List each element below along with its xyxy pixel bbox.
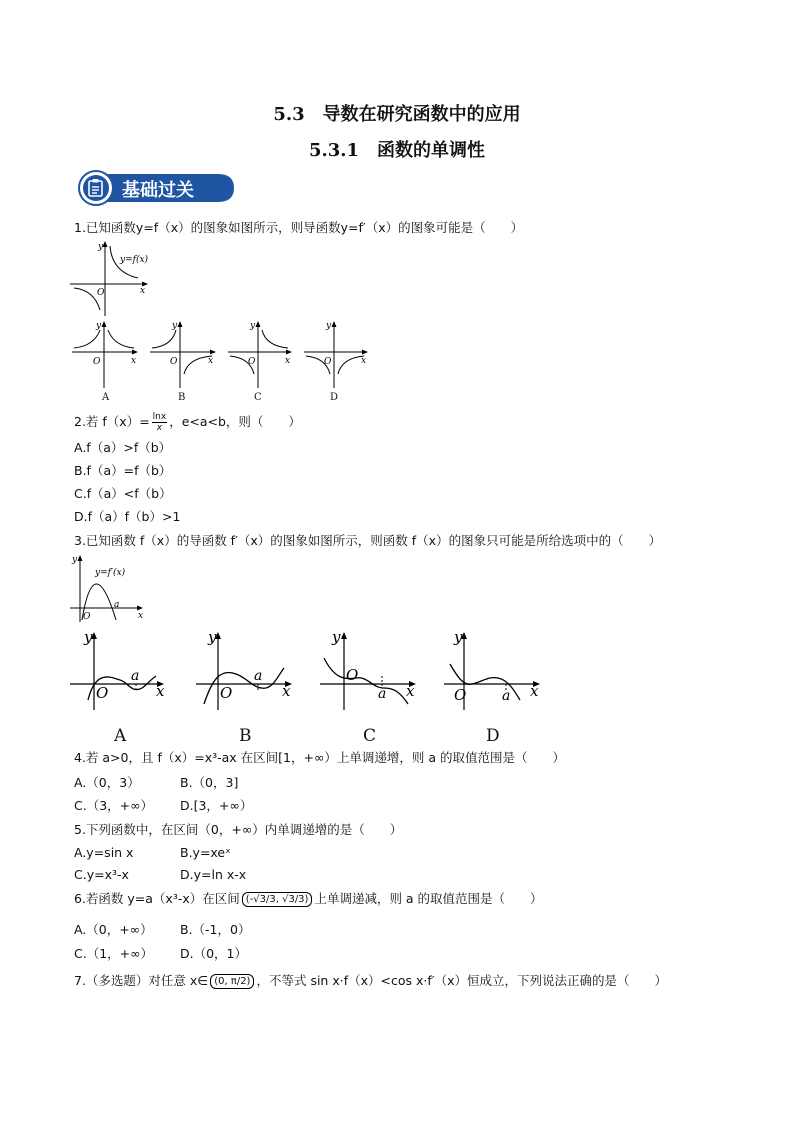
svg-text:a: a — [114, 600, 120, 610]
q7-stem-tail: ，不等式 sin x·f（x）<cos x·f′（x）恒成立，下列说法正确的是（ ） — [256, 973, 667, 988]
q2-fraction — [152, 412, 168, 433]
q2-stem-tail: ，e<a<b，则（ ） — [169, 414, 301, 429]
subsection-title: 5.3.1 函数的单调性 — [308, 140, 486, 161]
question-6-stem — [74, 891, 543, 907]
svg-text:y: y — [208, 628, 217, 646]
svg-text:a: a — [131, 668, 140, 684]
q2-fraction-denominator: x — [156, 423, 163, 433]
svg-text:O: O — [454, 686, 467, 704]
q4-option-a: A.（0，3） — [74, 775, 140, 790]
svg-text:a: a — [254, 668, 263, 684]
q7-stem-text: 7.（多选题）对任意 x∈ — [74, 973, 209, 988]
svg-text:y: y — [250, 321, 256, 331]
svg-text:y: y — [84, 628, 93, 646]
q1-option-b-graph — [150, 321, 216, 388]
q3-option-a-label: A — [114, 726, 127, 746]
svg-text:O: O — [346, 666, 359, 684]
svg-text:x: x — [131, 356, 137, 366]
q1-function-graph — [68, 238, 152, 318]
svg-text:O: O — [324, 357, 332, 367]
question-2-stem — [74, 412, 301, 433]
svg-text:x: x — [138, 611, 144, 621]
svg-text:y: y — [326, 321, 332, 331]
q6-stem-tail: 上单调递减，则 a 的取值范围是（ ） — [314, 891, 543, 906]
clipboard-icon — [86, 178, 106, 198]
svg-text:x: x — [156, 682, 165, 700]
svg-text:O: O — [96, 684, 109, 702]
q4-option-b: B.（0，3] — [180, 775, 239, 790]
q7-interval: (0, π/2) — [210, 974, 254, 989]
svg-text:O: O — [83, 612, 91, 622]
question-1-text: 1.已知函数y=f（x）的图象如图所示，则导函数y=f′（x）的图象可能是（ ） — [74, 220, 524, 235]
q1-option-c-graph — [228, 321, 292, 388]
svg-text:a: a — [502, 688, 511, 704]
q5-option-a: A.y=sin x — [74, 845, 134, 860]
question-3-text: 3.已知函数 f（x）的导函数 f′（x）的图象如图所示，则函数 f（x）的图象只可能是所给选项中的（ ） — [74, 533, 662, 548]
svg-text:y: y — [98, 242, 104, 252]
q3-option-b-label: B — [239, 726, 252, 746]
q3-options-graphs — [68, 628, 548, 720]
q4-option-c: C.（3，+∞） — [74, 798, 154, 813]
svg-text:O: O — [97, 288, 105, 298]
svg-text:x: x — [208, 356, 214, 366]
svg-text:x: x — [140, 286, 146, 296]
q3-option-a-graph — [70, 628, 165, 710]
svg-text:y: y — [332, 628, 341, 646]
question-7-stem — [74, 973, 667, 989]
q1-option-a-label: A — [102, 392, 110, 403]
q2-option-b: B.f（a）=f（b） — [74, 463, 172, 478]
svg-text:y: y — [96, 321, 102, 331]
q3-option-d-label: D — [486, 726, 500, 746]
question-5-text: 5.下列函数中，在区间（0，+∞）内单调递增的是（ ） — [74, 822, 403, 837]
q6-interval: (-√3/3, √3/3) — [242, 892, 313, 907]
q5-option-d: D.y=ln x-x — [180, 867, 247, 882]
q6-option-c: C.（1，+∞） — [74, 946, 154, 961]
q2-option-c: C.f（a）<f（b） — [74, 486, 172, 501]
q1-figure-label: y=f(x) — [120, 255, 149, 265]
svg-text:a: a — [378, 686, 387, 702]
q1-option-c-label: C — [254, 392, 262, 403]
svg-text:x: x — [530, 682, 539, 700]
q1-option-d-graph — [304, 321, 368, 388]
q6-option-b: B.（-1，0） — [180, 922, 251, 937]
q1-option-b-label: B — [178, 392, 186, 403]
svg-text:y: y — [172, 321, 178, 331]
svg-text:x: x — [285, 356, 291, 366]
svg-text:O: O — [220, 684, 233, 702]
svg-text:O: O — [248, 357, 256, 367]
q2-option-d: D.f（a）f（b）>1 — [74, 509, 181, 524]
q2-stem-text: 2.若 f（x）= — [74, 414, 150, 429]
q6-option-a: A.（0，+∞） — [74, 922, 153, 937]
svg-text:O: O — [170, 357, 178, 367]
question-4-text: 4.若 a>0，且 f（x）=x³-ax 在区间[1，+∞）上单调递增，则 a 的取值范围是（ ） — [74, 750, 566, 765]
q6-option-d: D.（0，1） — [180, 946, 248, 961]
q3-option-c-graph — [320, 628, 416, 710]
svg-text:x: x — [282, 682, 291, 700]
q3-figure-label: y=f′(x) — [95, 568, 126, 578]
q1-option-d-label: D — [330, 392, 339, 403]
q4-option-d: D.[3，+∞） — [180, 798, 253, 813]
q6-stem-text: 6.若函数 y=a（x³-x）在区间 — [74, 891, 240, 906]
svg-text:y: y — [454, 628, 463, 646]
svg-text:y: y — [72, 555, 78, 565]
q2-fraction-numerator: lnx — [152, 412, 167, 422]
q1-option-a-graph — [72, 321, 138, 388]
q3-option-d-graph — [444, 628, 540, 710]
q5-option-b: B.y=xeˣ — [180, 845, 231, 860]
section-banner — [78, 170, 236, 206]
svg-text:x: x — [361, 356, 367, 366]
q5-option-c: C.y=x³-x — [74, 867, 129, 882]
q2-option-a: A.f（a）>f（b） — [74, 440, 172, 455]
q3-option-c-label: C — [363, 726, 377, 746]
banner-label: 基础过关 — [122, 180, 194, 201]
q3-derivative-graph — [68, 552, 148, 624]
q3-option-b-graph — [196, 628, 292, 710]
svg-text:x: x — [406, 682, 415, 700]
section-title: 5.3 导数在研究函数中的应用 — [273, 104, 521, 125]
svg-text:O: O — [93, 357, 101, 367]
